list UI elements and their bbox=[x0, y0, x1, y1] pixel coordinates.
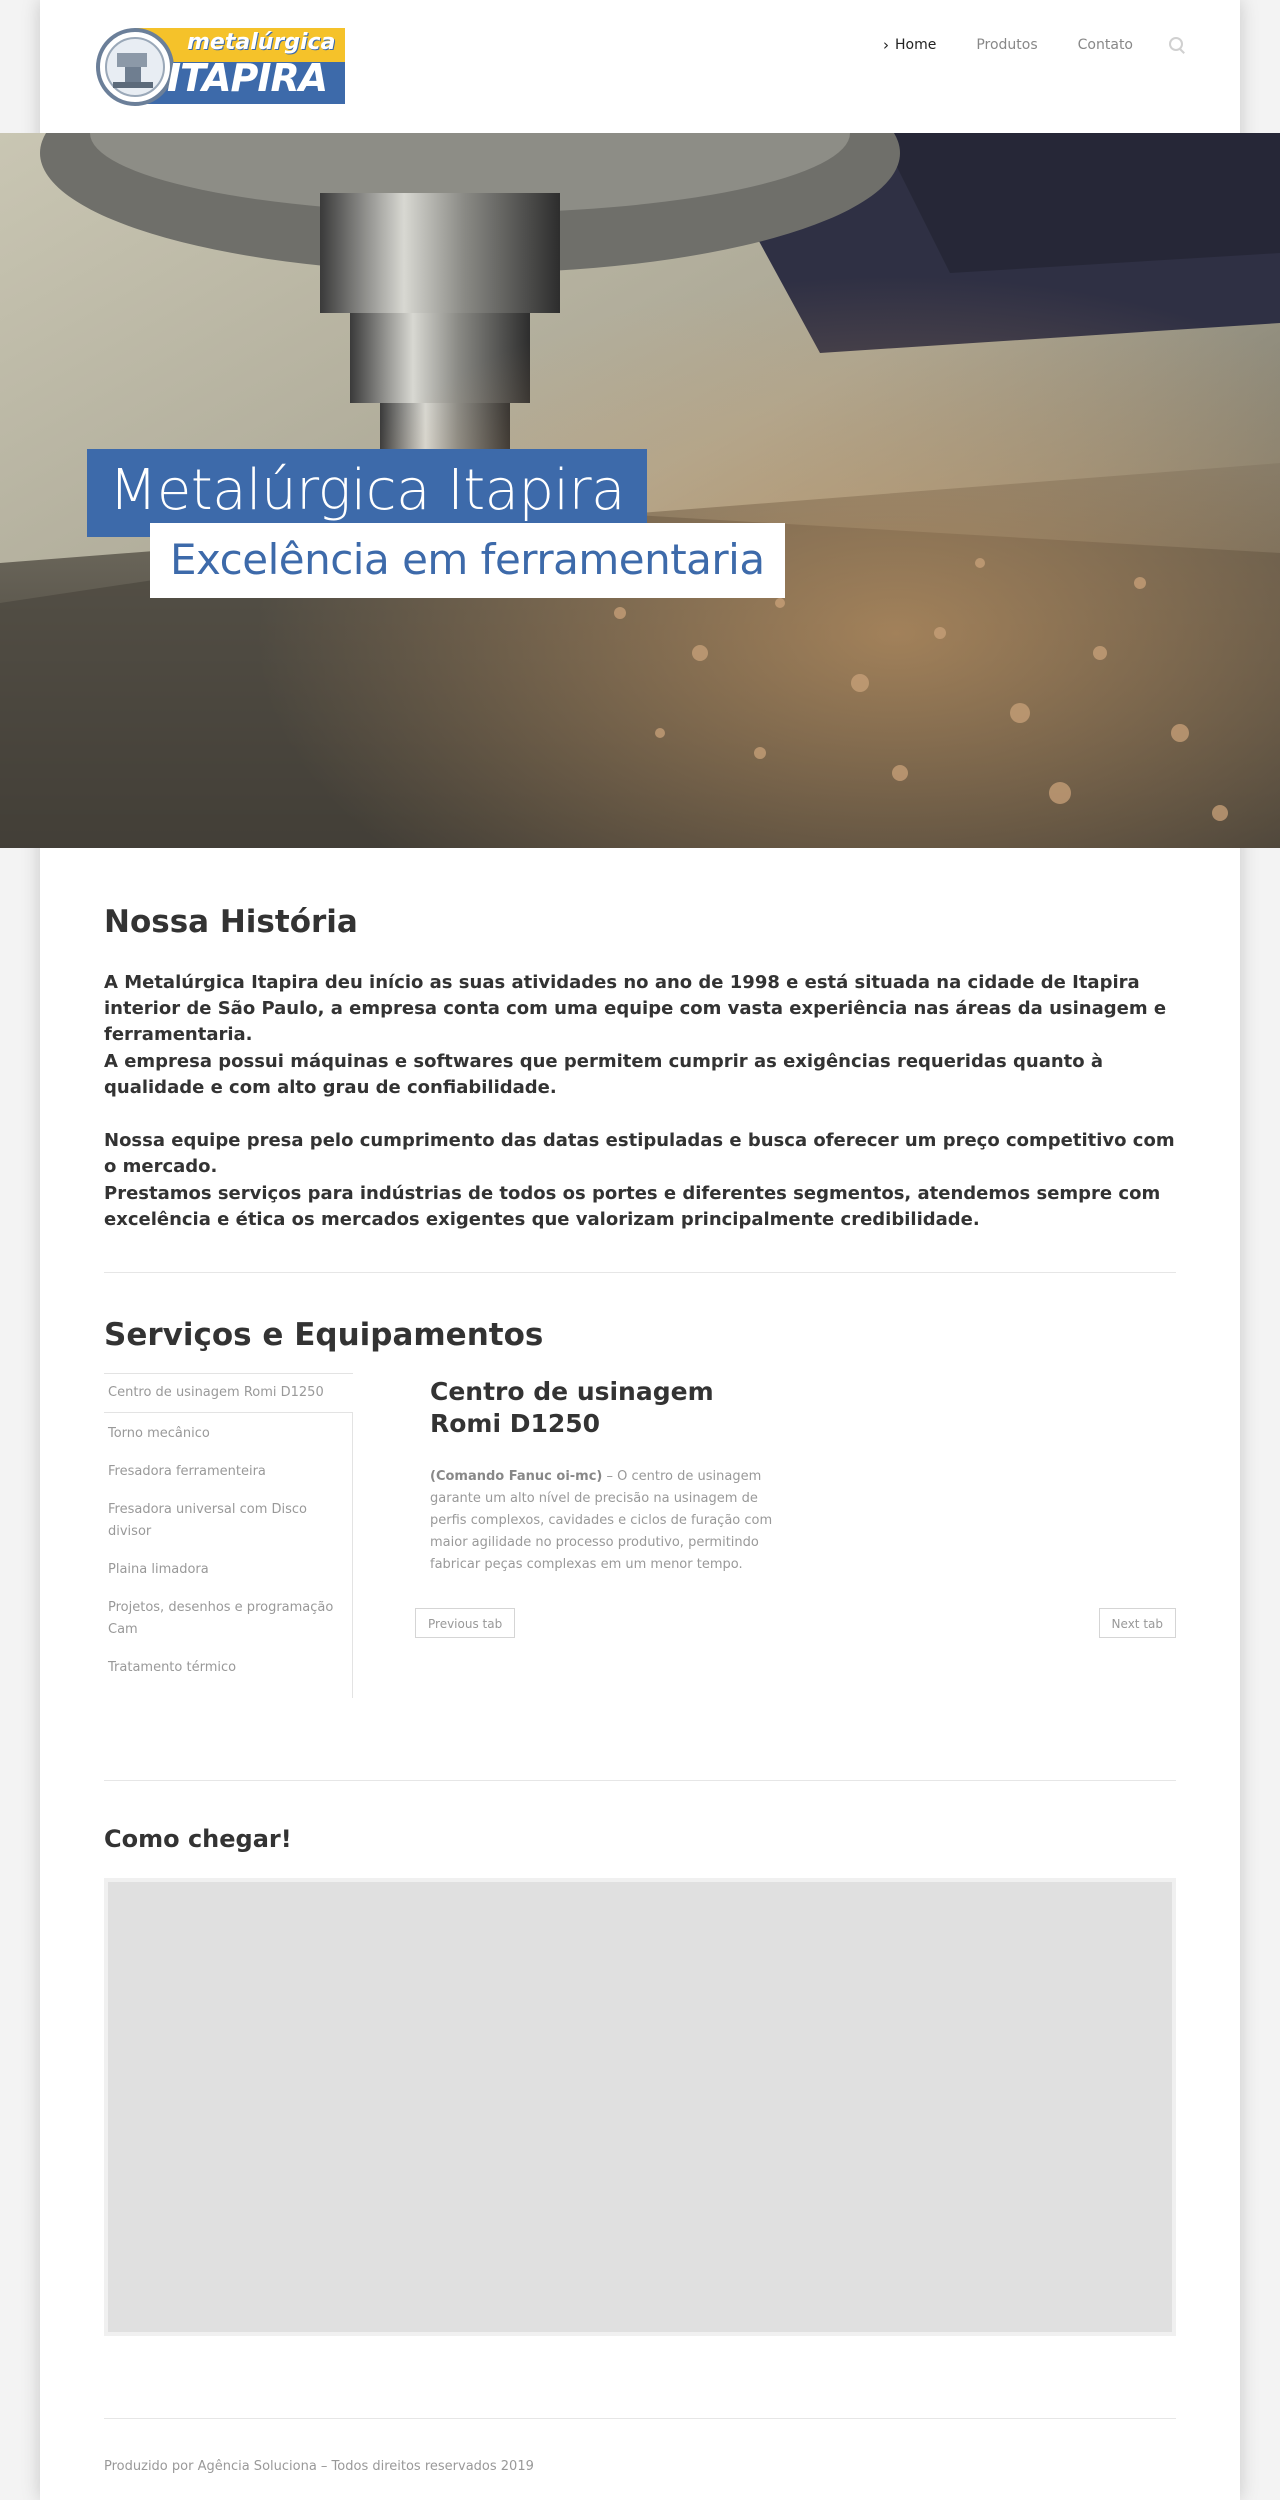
tab-centro-usinagem[interactable]: Centro de usinagem Romi D1250 bbox=[104, 1373, 353, 1413]
nav-produtos[interactable]: Produtos bbox=[976, 37, 1038, 53]
tab-fresadora-universal[interactable]: Fresadora universal com Disco divisor bbox=[108, 1502, 307, 1539]
hero-subtitle: Excelência em ferramentaria bbox=[150, 523, 785, 598]
section-divider bbox=[104, 1272, 1176, 1273]
history-paragraph: Prestamos serviços para indústrias de todos os portes e diferentes segmentos, atendemos sempre com excelência e ética os mercados exigentes que valorizam principalmente credibilidade. bbox=[104, 1183, 1161, 1230]
previous-tab-button[interactable]: Previous tab bbox=[415, 1608, 515, 1638]
nav-contato[interactable]: Contato bbox=[1077, 37, 1133, 53]
tab-plaina-limadora[interactable]: Plaina limadora bbox=[108, 1562, 209, 1577]
chevron-right-icon: › bbox=[882, 36, 889, 54]
hero-title: Metalúrgica Itapira bbox=[87, 449, 647, 537]
main-nav bbox=[843, 36, 1185, 54]
site-logo[interactable] bbox=[95, 26, 345, 106]
services-title: Serviços e Equipamentos bbox=[104, 1317, 544, 1353]
nav-home[interactable] bbox=[883, 36, 936, 54]
services-tab-panel bbox=[430, 1376, 790, 1576]
tab-tratamento-termico[interactable]: Tratamento térmico bbox=[108, 1660, 237, 1675]
tab-projetos-desenhos[interactable]: Projetos, desenhos e programação Cam bbox=[108, 1600, 334, 1637]
tab-panel-description-bold: (Comando Fanuc oi-mc) bbox=[430, 1469, 603, 1484]
logo-text-top: metalúrgica bbox=[187, 30, 336, 55]
tab-panel-description-text: – O centro de usinagem garante um alto nível de precisão na usinagem de perfis complexos, cavidades e ciclos de furação com maior agilidade no processo produtivo, permitindo fabricar peças complexas em um menor tempo. bbox=[430, 1469, 773, 1572]
search-icon[interactable] bbox=[1169, 37, 1185, 53]
footer-credits: Produzido por Agência Soluciona – Todos direitos reservados 2019 bbox=[104, 2459, 534, 2474]
nav-home-label: Home bbox=[894, 37, 937, 53]
tab-fresadora-ferramenteira[interactable]: Fresadora ferramenteira bbox=[108, 1464, 266, 1479]
hero-banner bbox=[0, 133, 1280, 848]
history-paragraph: A empresa possui máquinas e softwares que permitem cumprir as exigências requeridas quanto à qualidade e com alto grau de confiabilidade. bbox=[104, 1051, 1104, 1098]
map-embed[interactable] bbox=[104, 1878, 1176, 2336]
services-tab-list bbox=[104, 1373, 353, 1698]
logo-text-bottom: ITAPIRA bbox=[167, 56, 328, 100]
history-paragraph: A Metalúrgica Itapira deu início as suas atividades no ano de 1998 e está situada na cidade de Itapira interior de São Paulo, a empresa conta com uma equipe com vasta experiência nas áreas da usinagem e ferramentaria. bbox=[104, 972, 1167, 1045]
footer-divider bbox=[104, 2418, 1176, 2419]
tab-panel-heading: Centro de usinagem Romi D1250 bbox=[430, 1377, 714, 1438]
next-tab-button[interactable]: Next tab bbox=[1099, 1608, 1176, 1638]
site-header bbox=[40, 0, 1240, 133]
history-paragraph: Nossa equipe presa pelo cumprimento das datas estipuladas e busca oferecer um preço competitivo com o mercado. bbox=[104, 1130, 1175, 1177]
section-divider bbox=[104, 1780, 1176, 1781]
tab-torno-mecanico[interactable]: Torno mecânico bbox=[108, 1426, 210, 1441]
history-title: Nossa História bbox=[104, 904, 358, 940]
tab-panel-description bbox=[430, 1466, 790, 1576]
map-title: Como chegar! bbox=[104, 1825, 292, 1853]
